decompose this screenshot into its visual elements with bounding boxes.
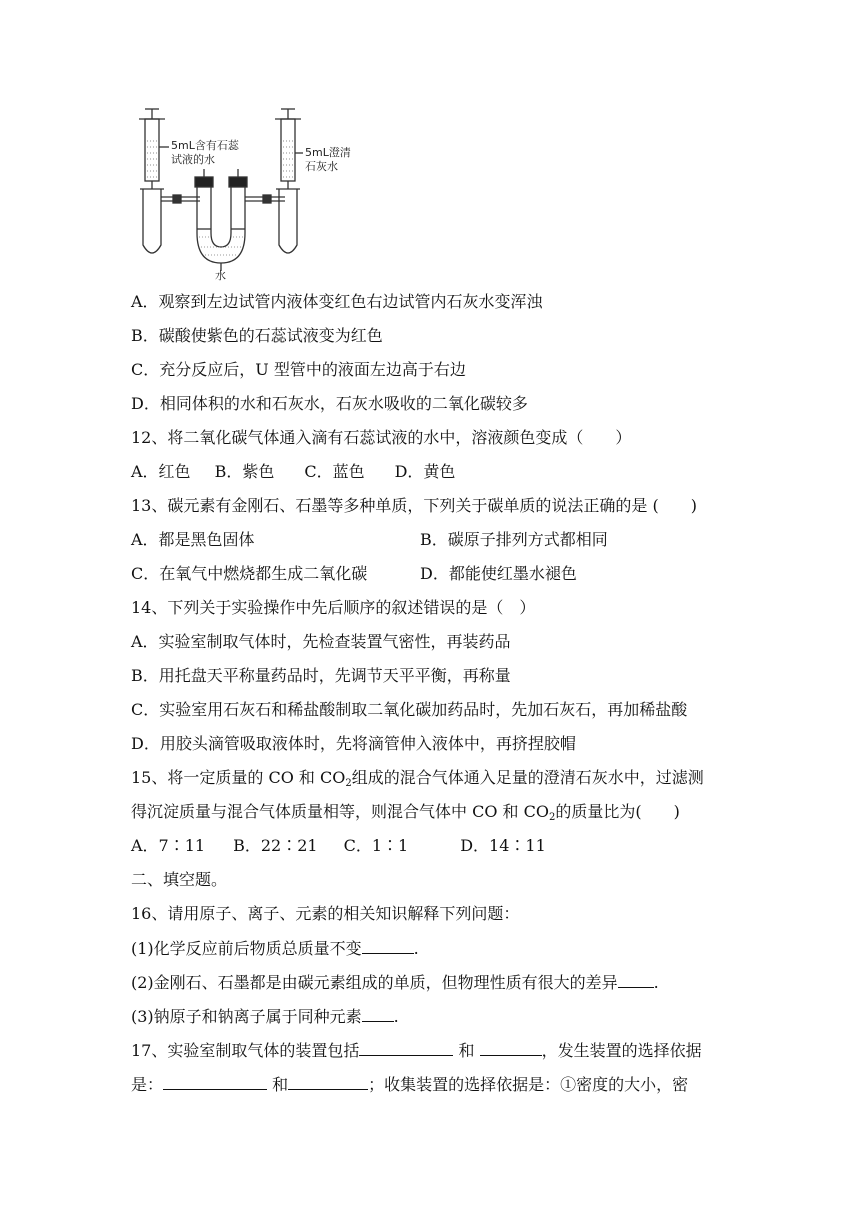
- q11-option-b: B．碳酸使紫色的石蕊试液变为红色: [131, 326, 383, 345]
- q17-blank-1[interactable]: [359, 1040, 453, 1056]
- q12-option-b: B．紫色: [214, 462, 275, 481]
- q12-option-c: C．蓝色: [304, 462, 365, 481]
- q11-option-a: A．观察到左边试管内液体变红色右边试管内石灰水变浑浊: [131, 292, 543, 311]
- q15-stem2-subscript: 2: [548, 812, 556, 823]
- q15-option-b: B．22∶21: [233, 836, 318, 855]
- q15-options: [131, 836, 546, 856]
- q15-stem1-text-end: 组成的混合气体通入足量的澄清石灰水中，过滤测: [351, 768, 704, 787]
- q17-text-1: 17、实验室制取气体的装置包括: [131, 1041, 360, 1060]
- q12-option-a: A．红色: [131, 462, 191, 481]
- q16-blank-3[interactable]: [362, 1006, 394, 1022]
- q16-blank-2[interactable]: [618, 972, 654, 988]
- water-label: 水: [215, 269, 226, 282]
- q15-stem2-text-end: 的质量比为( ): [555, 802, 680, 821]
- q14-option-a: A．实验室制取气体时，先检查装置气密性，再装药品: [131, 632, 511, 651]
- q15-stem1-subscript: 2: [345, 778, 352, 789]
- q17-line-2: [131, 1074, 688, 1095]
- q17-text-4: ；收集装置的选择依据是：①密度的大小，密: [368, 1075, 689, 1094]
- q16-item-2: [131, 972, 659, 993]
- q14-option-c: C．实验室用石灰石和稀盐酸制取二氧化碳加药品时，先加石灰石，再加稀盐酸: [131, 700, 688, 719]
- q17-blank-3[interactable]: [163, 1074, 267, 1090]
- q12-stem: 12、将二氧化碳气体通入滴有石蕊试液的水中，溶液颜色变成（ ）: [131, 428, 632, 447]
- apparatus-figure: [125, 105, 365, 285]
- q16-item-2-text: (2)金刚石、石墨都是由碳元素组成的单质，但物理性质有很大的差异: [131, 973, 618, 992]
- right-tube-label-line2: 石灰水: [305, 160, 338, 173]
- q13-option-d: D．都能使红墨水褪色: [420, 564, 577, 583]
- q15-option-a: A．7∶11: [131, 836, 206, 855]
- q12-option-d: D．黄色: [394, 462, 456, 481]
- q17-blank-2[interactable]: [480, 1040, 542, 1056]
- q13-stem: 13、碳元素有金刚石、石墨等多种单质，下列关于碳单质的说法正确的是 ( ): [131, 496, 697, 515]
- q11-option-c: C．充分反应后，U 型管中的液面左边高于右边: [131, 360, 466, 379]
- q15-stem1-text: 15、将一定质量的 CO 和 CO: [131, 768, 346, 787]
- q17-text-3: 是：: [131, 1075, 164, 1094]
- q16-item-3: [131, 1006, 399, 1027]
- q13-option-c: C．在氧气中燃烧都生成二氧化碳: [131, 564, 368, 583]
- q13-option-b: B．碳原子排列方式都相同: [420, 530, 608, 549]
- q16-blank-1[interactable]: [362, 938, 414, 954]
- q17-blank-4[interactable]: [288, 1074, 368, 1090]
- q12-options: [131, 462, 455, 482]
- q16-item-1: [131, 938, 419, 959]
- apparatus-diagram: [125, 105, 365, 285]
- q11-option-d: D．相同体积的水和石灰水，石灰水吸收的二氧化碳较多: [131, 394, 528, 413]
- section-title: 二、填空题。: [131, 870, 228, 889]
- q15-stem2-text: 得沉淀质量与混合气体质量相等，则混合气体中 CO 和 CO: [131, 802, 549, 821]
- q15-option-c: C．1∶1: [343, 836, 409, 855]
- q16-item-1-text: (1)化学反应前后物质总质量不变: [131, 939, 362, 958]
- q16-item-2-end: .: [653, 973, 659, 992]
- left-tube-label-line1: 5mL含有石蕊: [171, 139, 239, 152]
- q17-text-2: ，发生装置的选择依据: [541, 1041, 702, 1060]
- q15-option-d: D．14∶11: [460, 836, 546, 855]
- q14-option-b: B．用托盘天平称量药品时，先调节天平平衡，再称量: [131, 666, 511, 685]
- q17-line-1: [131, 1040, 702, 1061]
- q16-item-1-end: .: [413, 939, 419, 958]
- q16-item-3-end: .: [393, 1007, 399, 1026]
- q16-item-3-text: (3)钠原子和钠离子属于同种元素: [131, 1007, 362, 1026]
- right-tube-label-line1: 5mL澄清: [305, 146, 351, 159]
- q13-option-a: A．都是黑色固体: [131, 530, 255, 549]
- left-tube-label-line2: 试液的水: [171, 153, 215, 166]
- q17-and-1: 和: [453, 1041, 480, 1060]
- q15-stem-line1: [131, 768, 704, 788]
- q15-stem-line2: [131, 802, 680, 822]
- q14-option-d: D．用胶头滴管吸取液体时，先将滴管伸入液体中，再挤捏胶帽: [131, 734, 576, 753]
- q17-and-2: 和: [267, 1075, 289, 1094]
- q14-stem: 14、下列关于实验操作中先后顺序的叙述错误的是（ ）: [131, 598, 536, 617]
- q16-stem: 16、请用原子、离子、元素的相关知识解释下列问题：: [131, 904, 520, 923]
